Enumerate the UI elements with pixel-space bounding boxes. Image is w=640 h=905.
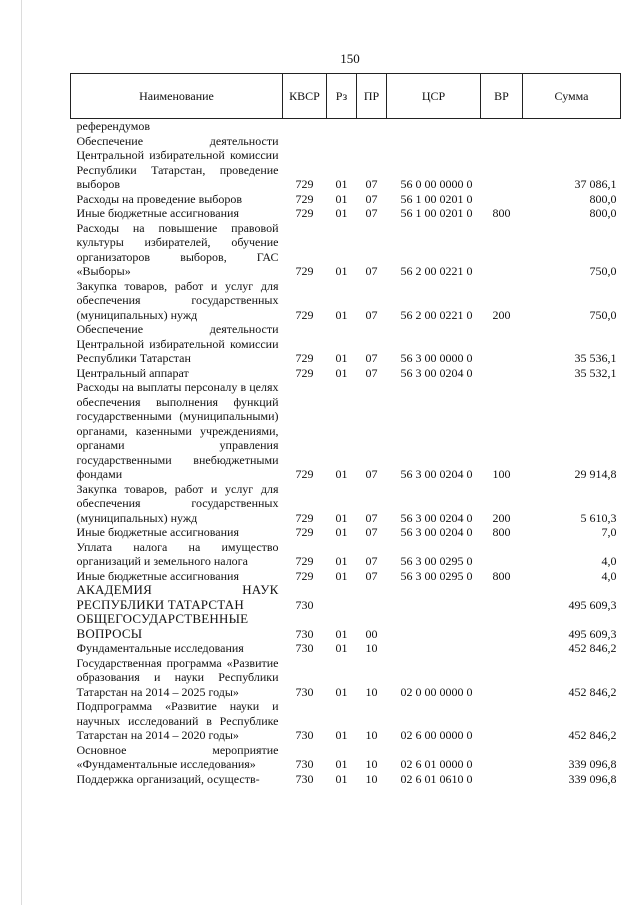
row-sum: 800,0	[589, 191, 617, 206]
row-kvsr: 730	[295, 771, 314, 786]
row-csr: 56 3 00 0204 0	[400, 467, 473, 481]
row-vr	[481, 772, 523, 787]
row-csr: 02 6 00 0000 0	[400, 728, 473, 742]
table-body	[71, 119, 621, 787]
row-sum: 29 914,8	[574, 467, 617, 481]
row-kvsr: 730	[295, 728, 314, 742]
row-rz: 01	[335, 684, 348, 699]
row-name: Иные бюджетные ассигнования	[76, 568, 239, 583]
table-row	[71, 641, 621, 656]
row-csr: 56 1 00 0201 0	[400, 206, 473, 220]
row-pr: 00	[365, 626, 378, 641]
row-name: Расходы на повышение правовой культуры избирателей, обучение организаторов выборов, ГАС «Выборы»	[76, 220, 279, 278]
row-kvsr: 730	[295, 597, 314, 612]
row-rz: 01	[335, 510, 348, 525]
table-row	[71, 540, 621, 569]
table-row	[71, 772, 621, 787]
row-csr	[387, 641, 481, 656]
row-rz: 01	[335, 177, 348, 191]
row-rz: 01	[335, 365, 348, 380]
row-pr: 10	[365, 641, 378, 655]
row-kvsr: 729	[295, 365, 314, 380]
row-vr	[481, 743, 523, 772]
row-csr: 56 3 00 0204 0	[400, 510, 473, 525]
row-pr	[357, 583, 387, 612]
row-csr: 56 3 00 0295 0	[400, 554, 473, 568]
row-rz: 01	[335, 757, 348, 771]
row-name: Закупка товаров, работ и услуг для обеспечения государственных (муниципальных) нужд	[76, 278, 279, 322]
row-vr	[481, 134, 523, 192]
row-kvsr: 730	[295, 641, 314, 655]
row-name: Поддержка организаций, осуществ-	[76, 771, 260, 786]
row-name: Иные бюджетные ассигнования	[76, 206, 239, 220]
row-pr: 07	[365, 510, 378, 525]
row-vr	[481, 612, 523, 641]
header-pr: ПР	[357, 74, 387, 119]
row-rz: 01	[335, 351, 348, 365]
row-kvsr: 729	[295, 177, 314, 191]
row-rz: 01	[335, 206, 348, 220]
row-kvsr: 729	[295, 554, 314, 568]
header-name: Наименование	[71, 74, 283, 119]
row-sum: 37 086,1	[574, 177, 617, 191]
row-sum: 4,0	[601, 554, 617, 568]
row-pr: 10	[365, 771, 378, 786]
row-csr: 56 3 00 0000 0	[400, 351, 473, 365]
row-pr: 07	[365, 351, 378, 365]
row-sum: 7,0	[601, 525, 617, 539]
row-sum: 339 096,8	[568, 757, 617, 771]
row-sum: 800,0	[589, 206, 617, 220]
header-vr: ВР	[481, 74, 523, 119]
table-row	[71, 583, 621, 612]
row-sum: 452 846,2	[568, 728, 617, 742]
scan-edge-line	[21, 0, 22, 905]
row-sum: 750,0	[589, 264, 617, 278]
row-name: Государственная программа «Развитие образования и науки Республики Татарстан на 2014 – 2025 годы»	[76, 655, 279, 699]
row-rz: 01	[335, 771, 348, 786]
row-rz: 01	[335, 264, 348, 278]
table-row	[71, 699, 621, 743]
row-sum: 495 609,3	[568, 626, 617, 641]
row-kvsr: 729	[295, 351, 314, 365]
row-name: Центральный аппарат	[76, 365, 189, 380]
row-csr: 02 0 00 0000 0	[400, 684, 473, 699]
row-vr: 100	[492, 467, 511, 481]
row-name: Фундаментальные исследования	[76, 641, 244, 655]
table-row	[71, 279, 621, 323]
row-vr	[481, 641, 523, 656]
row-vr	[481, 583, 523, 612]
row-name: Подпрограмма «Развитие науки и научных исследований в Республике Татарстан на 2014 – 2020 годы»	[76, 699, 279, 742]
row-vr	[481, 699, 523, 743]
row-csr: 56 0 00 0000 0	[400, 177, 473, 191]
row-pr: 07	[365, 264, 378, 278]
row-csr: 56 3 00 0295 0	[400, 568, 473, 583]
row-name: Расходы на проведение выборов	[76, 191, 243, 206]
row-vr: 800	[492, 206, 511, 220]
page-number: 150	[340, 51, 360, 66]
table-row	[71, 119, 621, 134]
row-pr: 07	[365, 467, 378, 481]
row-name: Обеспечение деятельности Центральной избирательной комиссии Республики Татарстан	[76, 322, 279, 365]
row-kvsr: 729	[295, 467, 314, 481]
row-sum: 35 536,1	[574, 351, 617, 365]
table-header-row	[71, 74, 621, 119]
row-vr	[481, 366, 523, 381]
row-rz: 01	[335, 568, 348, 583]
table-row	[71, 134, 621, 192]
row-vr	[481, 192, 523, 207]
row-name: референдумов	[76, 119, 151, 133]
row-vr	[481, 322, 523, 366]
row-csr: 56 3 00 0204 0	[400, 525, 473, 539]
row-pr: 07	[365, 554, 378, 568]
header-rz: Рз	[327, 74, 357, 119]
table-row	[71, 192, 621, 207]
row-vr	[481, 221, 523, 279]
row-sum: 495 609,3	[568, 597, 617, 612]
row-csr: 02 6 01 0610 0	[400, 771, 473, 786]
row-sum: 339 096,8	[568, 771, 617, 786]
row-sum: 4,0	[601, 568, 617, 583]
row-name: Обеспечение деятельности Центральной избирательной комиссии Республики Татарстан, проведение выборов	[76, 133, 279, 191]
row-rz: 01	[335, 554, 348, 568]
row-rz: 01	[335, 728, 348, 742]
row-rz: 01	[335, 191, 348, 206]
row-kvsr: 729	[295, 510, 314, 525]
row-kvsr: 729	[295, 264, 314, 278]
row-vr: 200	[492, 307, 511, 322]
row-pr	[357, 119, 387, 134]
table-row	[71, 221, 621, 279]
row-csr: 56 2 00 0221 0	[400, 264, 473, 278]
row-name: Иные бюджетные ассигнования	[76, 525, 239, 539]
row-vr: 800	[492, 568, 511, 583]
header-kvsr: КВСР	[283, 74, 327, 119]
row-pr: 07	[365, 307, 378, 322]
table-row	[71, 743, 621, 772]
row-kvsr: 729	[295, 307, 314, 322]
table-row	[71, 612, 621, 641]
row-kvsr: 730	[295, 684, 314, 699]
row-name: ОБЩЕГОСУДАРСТВЕННЫЕ ВОПРОСЫ	[76, 611, 249, 641]
row-rz: 01	[335, 467, 348, 481]
row-pr: 10	[365, 757, 378, 771]
row-name: Основное мероприятие «Фундаментальные исследования»	[76, 742, 279, 771]
row-rz: 01	[335, 307, 348, 322]
row-sum	[523, 119, 621, 134]
row-csr: 56 2 00 0221 0	[400, 307, 473, 322]
row-pr: 07	[365, 206, 378, 220]
row-name: Уплата налога на имущество организаций и земельного налога	[76, 539, 279, 568]
row-vr: 200	[492, 510, 511, 525]
row-csr: 56 3 00 0204 0	[400, 365, 473, 380]
row-rz	[327, 119, 357, 134]
header-sum: Сумма	[523, 74, 621, 119]
table-row	[71, 206, 621, 221]
row-pr: 07	[365, 177, 378, 191]
table-row	[71, 322, 621, 366]
row-pr: 10	[365, 728, 378, 742]
row-vr: 800	[492, 525, 511, 539]
row-rz: 01	[335, 525, 348, 539]
row-sum: 5 610,3	[580, 510, 617, 525]
table-row	[71, 482, 621, 526]
row-kvsr: 729	[295, 568, 314, 583]
row-kvsr	[283, 119, 327, 134]
row-name: Закупка товаров, работ и услуг для обеспечения государственных (муниципальных) нужд	[76, 481, 279, 525]
row-sum: 750,0	[589, 307, 617, 322]
row-rz	[327, 583, 357, 612]
row-rz: 01	[335, 626, 348, 641]
row-pr: 07	[365, 568, 378, 583]
row-name: Расходы на выплаты персоналу в целях обеспечения выполнения функций государственными (муниципальными) органами, казенными учреждениями, органами управления государственными внебюджетными фондами	[76, 380, 279, 481]
table-row	[71, 569, 621, 584]
row-vr	[481, 119, 523, 134]
row-kvsr: 730	[295, 757, 314, 771]
row-pr: 10	[365, 684, 378, 699]
row-sum: 452 846,2	[568, 684, 617, 699]
row-rz: 01	[335, 641, 348, 655]
row-kvsr: 729	[295, 206, 314, 220]
row-csr: 56 1 00 0201 0	[400, 191, 473, 206]
table-row	[71, 380, 621, 482]
row-csr	[387, 583, 481, 612]
row-kvsr: 729	[295, 191, 314, 206]
header-csr: ЦСР	[387, 74, 481, 119]
row-pr: 07	[365, 191, 378, 206]
table-row	[71, 656, 621, 700]
row-csr	[387, 119, 481, 134]
row-vr	[481, 656, 523, 700]
table-row	[71, 525, 621, 540]
row-pr: 07	[365, 365, 378, 380]
row-name: АКАДЕМИЯ НАУК РЕСПУБЛИКИ ТАТАРСТАН	[76, 582, 279, 612]
row-kvsr: 730	[295, 626, 314, 641]
budget-table	[70, 73, 621, 786]
row-vr	[481, 540, 523, 569]
row-csr: 02 6 01 0000 0	[400, 757, 473, 771]
table-row	[71, 366, 621, 381]
row-sum: 35 532,1	[574, 365, 617, 380]
row-sum: 452 846,2	[568, 641, 617, 655]
row-pr: 07	[365, 525, 378, 539]
row-kvsr: 729	[295, 525, 314, 539]
row-csr	[387, 612, 481, 641]
